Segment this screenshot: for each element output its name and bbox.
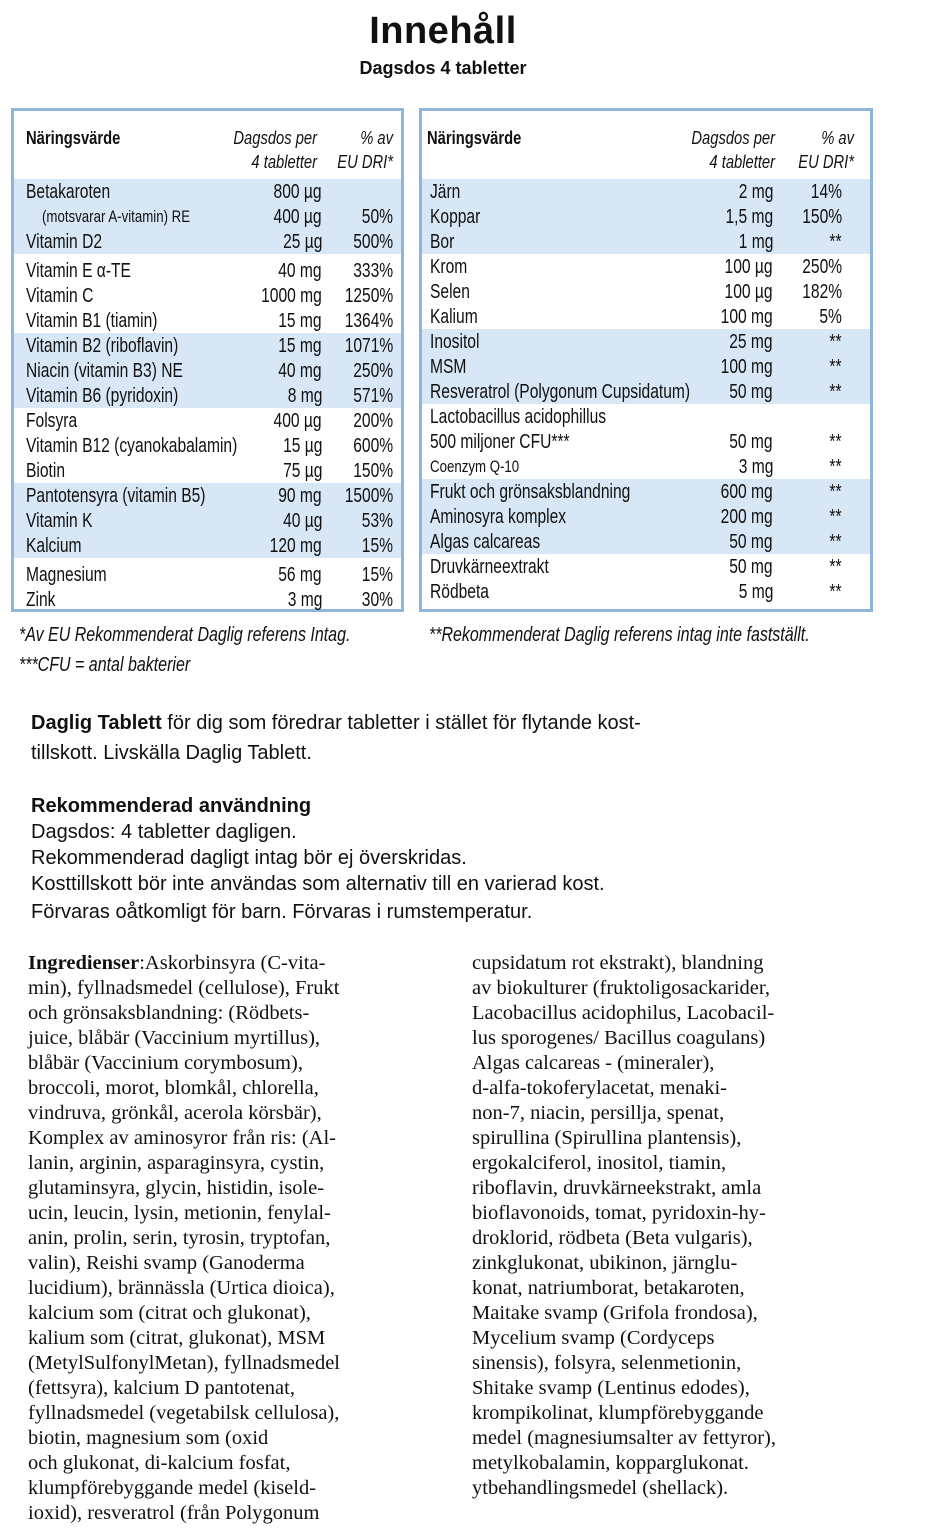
header-amount-line1: Dagsdos per [233,128,317,148]
ingredient-line: konat, natriumborat, betakaroten, [472,1277,745,1299]
nutrient-amount: 8 mg [287,385,322,407]
ingredients-column-2 [472,951,776,1501]
ingredient-line: non-7, niacin, persillja, spenat, [472,1102,725,1124]
nutrient-name: Vitamin B1 (tiamin) [26,310,158,332]
nutrient-amount: 600 mg [720,481,773,503]
description-line1 [31,710,641,736]
header-nutrient: Näringsvärde [427,128,522,148]
nutrient-dri-percent: ** [829,481,842,503]
ingredient-line: kalium som (citrat, glukonat), MSM [28,1327,326,1349]
nutrient-name: Magnesium [26,564,107,586]
nutrient-dri-percent: 15% [361,535,393,557]
table-row [422,304,870,329]
table-row [14,179,401,204]
ingredient-line: medel (magnesiumsalter av fettyror), [472,1427,776,1449]
ingredients-column-1 [28,951,340,1526]
header-pct-line1: % av [821,128,854,148]
ingredient-line: sinensis), folsyra, selenmetionin, [472,1352,742,1374]
ingredient-line: metylkobalamin, kopparglukonat. [472,1452,749,1474]
footnote-eu-dri: *Av EU Rekommenderat Daglig referens Intag. [19,624,351,646]
nutrient-amount: 50 mg [729,556,773,578]
nutrient-name: Zink [26,589,56,611]
header-pct-line2: EU DRI* [337,152,393,172]
nutrient-amount: 75 µg [282,460,322,482]
nutrient-dri-percent: ** [829,381,842,403]
nutrient-dri-percent: ** [829,331,842,353]
nutrient-dri-percent: ** [829,456,842,478]
nutrient-name: Betakaroten [26,181,111,203]
ingredient-line: och grönsaksblandning: (Rödbets- [28,1002,310,1024]
nutrient-name: Pantotensyra (vitamin B5) [26,485,206,507]
nutrient-amount: 40 mg [278,260,322,282]
page-subtitle: Dagsdos 4 tabletter [359,58,527,78]
nutrient-amount: 15 mg [278,335,322,357]
ingredient-line: ytbehandlingsmedel (shellack). [472,1477,729,1499]
nutrient-dri-percent: 333% [353,260,393,282]
nutrient-dri-percent: 1071% [344,335,393,357]
ingredient-line: lanin, arginin, asparaginsyra, cystin, [28,1152,325,1174]
header-amount-line1: Dagsdos per [691,128,775,148]
ingredient-line: droklorid, rödbeta (Beta vulgaris), [472,1227,753,1249]
nutrient-amount: 1 mg [738,231,773,253]
nutrient-amount: 800 µg [273,181,322,203]
nutrient-name: Vitamin B2 (riboflavin) [26,335,179,357]
nutrient-amount: 100 mg [720,306,773,328]
table-row [422,379,870,404]
table-row [14,587,401,612]
nutrient-dri-percent: 1500% [344,485,393,507]
usage-line: Rekommenderad dagligt intag bör ej överskridas. [31,847,467,869]
nutrient-amount: 25 µg [282,231,322,253]
nutrient-name: Selen [430,281,470,303]
ingredient-line: broccoli, morot, blomkål, chlorella, [28,1077,319,1099]
nutrient-amount: 3 mg [738,456,773,478]
nutrient-name: Aminosyra komplex [430,506,567,528]
table-row [14,333,401,358]
ingredient-line: ergokalciferol, inositol, tiamin, [472,1152,727,1174]
nutrient-dri-percent: 50% [361,206,393,228]
nutrient-amount: 400 µg [273,206,322,228]
nutrient-dri-percent: ** [829,506,842,528]
ingredient-line: cupsidatum rot ekstrakt), blandning [472,952,764,974]
nutrient-amount: 120 mg [269,535,322,557]
table-row [14,508,401,533]
table-row [422,279,870,304]
nutrient-dri-percent: ** [829,556,842,578]
table-row [422,579,870,604]
ingredient-line: riboflavin, druvkärneekstrakt, amla [472,1177,762,1199]
nutrient-name: Lactobacillus acidophillus [430,406,607,428]
nutrient-name: Algas calcareas [430,531,541,553]
usage-line: Dagsdos: 4 tabletter dagligen. [31,821,297,843]
ingredient-line: min), fyllnadsmedel (cellulose), Frukt [28,977,340,999]
nutrient-amount: 100 mg [720,356,773,378]
table-header [422,111,870,179]
nutrient-dri-percent: ** [829,356,842,378]
ingredient-line: krompikolinat, klumpförebyggande [472,1402,764,1424]
ingredient-line: ucin, leucin, lysin, metionin, fenylal- [28,1202,331,1224]
table-row [422,229,870,254]
nutrient-name: Kalium [430,306,478,328]
table-row [14,283,401,308]
table-row [14,308,401,333]
table-row [14,533,401,558]
table-row [422,504,870,529]
table-row [14,254,401,283]
nutrient-name: 500 miljoner CFU*** [430,431,570,453]
ingredient-line: ioxid), resveratrol (från Polygonum [28,1502,320,1524]
table-row [422,204,870,229]
header-amount-line2: 4 tabletter [251,152,317,172]
table-row [14,358,401,383]
table-row [422,179,870,204]
nutrient-dri-percent: ** [829,531,842,553]
table-row [14,558,401,587]
description-line2: tillskott. Livskälla Daglig Tablett. [31,742,312,764]
ingredient-line: anin, prolin, serin, tyrosin, tryptofan, [28,1227,331,1249]
nutrient-name: Vitamin D2 [26,231,103,253]
nutrient-dri-percent: 15% [361,564,393,586]
nutrient-dri-percent: 150% [353,460,393,482]
nutrient-name: Vitamin B12 (cyanokabalamin) [26,435,238,457]
table-row [422,554,870,579]
table-row [14,458,401,483]
table-row [422,454,870,479]
ingredient-line: glutaminsyra, glycin, histidin, isole- [28,1177,325,1199]
nutrient-amount: 90 mg [278,485,322,507]
nutrient-dri-percent: 600% [353,435,393,457]
table-row [14,383,401,408]
nutrient-name: (motsvarar A-vitamin) RE [42,207,191,226]
nutrient-name: Resveratrol (Polygonum Cupsidatum) [430,381,691,403]
nutrient-amount: 15 mg [278,310,322,332]
table-row [422,329,870,354]
nutrient-amount: 2 mg [738,181,773,203]
ingredient-line: zinkglukonat, ubikinon, järnglu- [472,1252,738,1274]
table-body [422,179,870,604]
nutrient-name: Vitamin K [26,510,93,532]
table-body [14,179,401,612]
nutrient-name: Niacin (vitamin B3) NE [26,360,183,382]
ingredient-line: och glukonat, di-kalcium fosfat, [28,1452,291,1474]
ingredient-line: Algas calcareas - (mineraler), [472,1052,715,1074]
ingredient-line: Maitake svamp (Grifola frondosa), [472,1302,758,1324]
nutrient-name: Coenzym Q-10 [430,457,520,476]
ingredient-line: fyllnadsmedel (vegetabilsk cellulosa), [28,1402,340,1424]
footnote-cfu: ***CFU = antal bakterier [19,654,191,676]
table-row [422,479,870,504]
nutrient-name: Kalcium [26,535,82,557]
nutrient-amount: 15 µg [282,435,322,457]
usage-heading: Rekommenderad användning [31,795,312,817]
table-row [14,483,401,508]
ingredient-line: valin), Reishi svamp (Ganoderma [28,1252,305,1274]
nutrient-dri-percent: ** [829,431,842,453]
ingredient-line: blåbär (Vaccinium corymbosum), [28,1052,303,1074]
nutrient-dri-percent: 30% [361,589,393,611]
table-row [14,229,401,254]
nutrient-dri-percent: 14% [810,181,842,203]
ingredient-line: lus sporogenes/ Bacillus coagulans) [472,1027,766,1049]
nutrient-amount: 40 µg [282,510,322,532]
nutrient-amount: 56 mg [278,564,322,586]
nutrient-amount: 3 mg [287,589,322,611]
header-nutrient: Näringsvärde [26,128,121,148]
table-row [422,354,870,379]
nutrient-name: Koppar [430,206,481,228]
nutrient-name: Frukt och grönsaksblandning [430,481,631,503]
nutrient-dri-percent: 250% [353,360,393,382]
usage-line: Kosttillskott bör inte användas som alternativ till en varierad kost. [31,873,605,895]
ingredients-label: Ingredienser [28,952,140,974]
page-title: Innehåll [369,10,517,52]
nutrient-name: Folsyra [26,410,78,432]
nutrient-dri-percent: 250% [802,256,842,278]
nutrition-table-left [11,108,404,612]
nutrient-dri-percent: ** [829,231,842,253]
nutrient-name: Biotin [26,460,66,482]
table-row [422,404,870,429]
nutrient-amount: 25 mg [729,331,773,353]
ingredient-line: lucidium), brännässla (Urtica dioica), [28,1277,335,1299]
nutrient-amount: 50 mg [729,381,773,403]
nutrient-amount: 1,5 mg [725,206,773,228]
ingredient-line: Komplex av aminosyror från ris: (Al- [28,1127,336,1149]
nutrient-amount: 50 mg [729,531,773,553]
nutrient-name: Rödbeta [430,581,489,603]
nutrient-dri-percent: 500% [353,231,393,253]
table-row [14,433,401,458]
nutrient-amount: 1000 mg [261,285,322,307]
nutrient-name: Druvkärneextrakt [430,556,549,578]
description-text: för dig som föredrar tabletter i stället för flytande kost- [161,712,641,734]
nutrient-amount: 50 mg [729,431,773,453]
nutrient-name: Vitamin B6 (pyridoxin) [26,385,179,407]
usage-line: Förvaras oåtkomligt för barn. Förvaras i rumstemperatur. [31,901,533,923]
nutrient-dri-percent: 5% [819,306,842,328]
ingredient-line: d-alfa-tokoferylacetat, menaki- [472,1077,727,1099]
nutrient-name: Bor [430,231,455,253]
nutrient-name: Vitamin E α-TE [26,260,131,282]
nutrient-amount: 200 mg [720,506,773,528]
nutrient-name: Krom [430,256,468,278]
ingredient-line: juice, blåbär (Vaccinium myrtillus), [28,1027,321,1049]
footnote-not-established: **Rekommenderat Daglig referens intag inte fastställt. [429,624,810,646]
nutrient-name: MSM [430,356,467,378]
ingredient-line: Mycelium svamp (Cordyceps [472,1327,715,1349]
ingredient-line: klumpförebyggande medel (kiseld- [28,1477,317,1499]
nutrient-dri-percent: 571% [353,385,393,407]
ingredient-line: (fettsyra), kalcium D pantotenat, [28,1377,295,1399]
nutrient-dri-percent: ** [829,581,842,603]
nutrient-dri-percent: 1364% [344,310,393,332]
nutrient-dri-percent: 200% [353,410,393,432]
table-row [14,408,401,433]
header-amount-line2: 4 tabletter [709,152,775,172]
ingredient-line: spirullina (Spirullina plantensis), [472,1127,742,1149]
ingredient-line: (MetylSulfonylMetan), fyllnadsmedel [28,1352,340,1374]
table-row [422,254,870,279]
nutrient-name: Järn [430,181,461,203]
header-pct-line1: % av [360,128,393,148]
product-name: Daglig Tablett [31,712,162,734]
nutrient-name: Vitamin C [26,285,94,307]
ingredient-line: Ingredienser:Askorbinsyra (C-vita- [28,952,326,974]
ingredient-line: Shitake svamp (Lentinus edodes), [472,1377,750,1399]
ingredient-line: av biokulturer (fruktoligosackarider, [472,977,771,999]
nutrient-amount: 100 µg [724,281,773,303]
table-row [14,204,401,229]
nutrition-table-right [419,108,873,612]
nutrient-amount: 5 mg [738,581,773,603]
ingredient-line: kalcium som (citrat och glukonat), [28,1302,311,1324]
ingredient-line: vindruva, grönkål, acerola körsbär), [28,1102,322,1124]
nutrient-dri-percent: 150% [802,206,842,228]
table-header [14,111,401,179]
nutrient-amount: 400 µg [273,410,322,432]
table-row [422,529,870,554]
nutrient-amount: 40 mg [278,360,322,382]
table-row [422,429,870,454]
ingredient-line: bioflavonoids, tomat, pyridoxin-hy- [472,1202,766,1224]
ingredient-line: biotin, magnesium som (oxid [28,1427,269,1449]
ingredient-line: Lacobacillus acidophilus, Lacobacil- [472,1002,775,1024]
nutrient-amount: 100 µg [724,256,773,278]
nutrient-dri-percent: 1250% [344,285,393,307]
nutrient-dri-percent: 53% [361,510,393,532]
header-pct-line2: EU DRI* [798,152,854,172]
nutrient-name: Inositol [430,331,480,353]
nutrient-dri-percent: 182% [802,281,842,303]
